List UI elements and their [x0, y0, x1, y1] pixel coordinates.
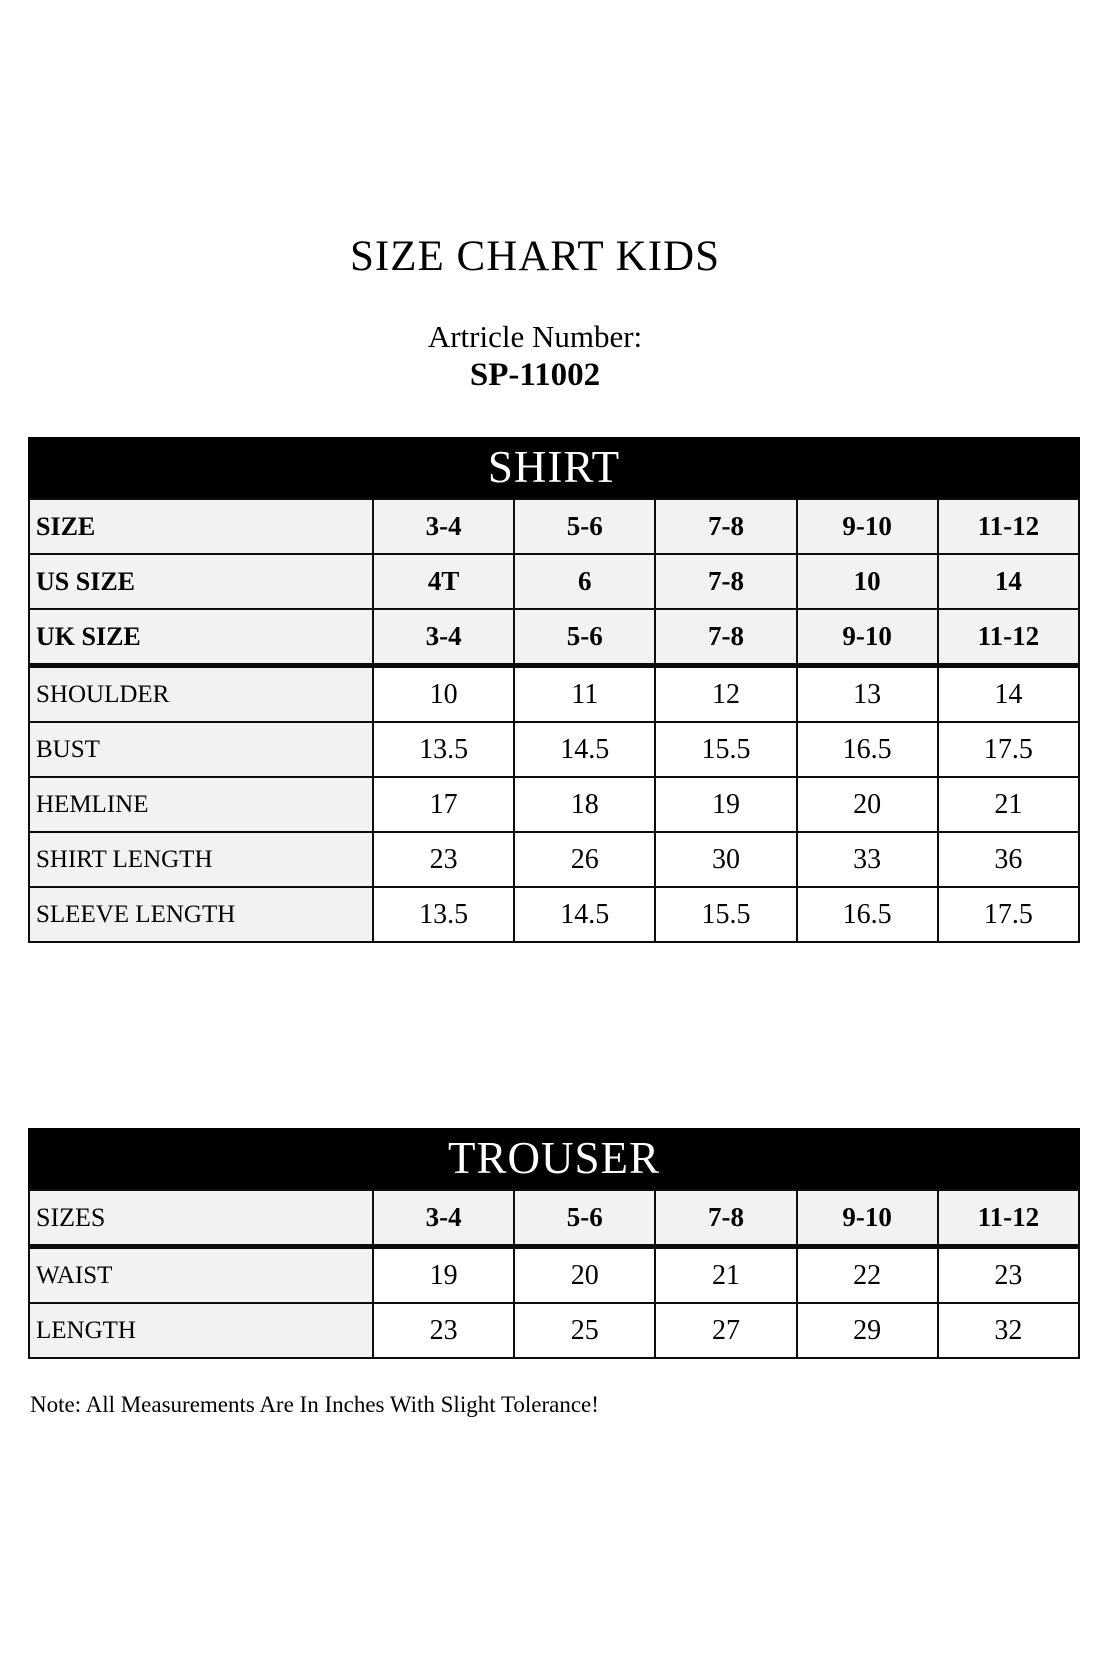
table-row: [29, 777, 1079, 832]
trouser-size-table: [28, 1189, 1080, 1359]
size-value-cell: 33: [797, 832, 938, 887]
table-row: [29, 887, 1079, 942]
size-value-cell: 21: [655, 1247, 796, 1304]
size-value-cell: 11-12: [938, 609, 1079, 666]
shirt-size-section: [28, 437, 1080, 943]
size-value-cell: 23: [373, 832, 514, 887]
size-value-cell: 18: [514, 777, 655, 832]
size-value-cell: 17: [373, 777, 514, 832]
size-value-cell: 3-4: [373, 1190, 514, 1247]
size-value-cell: 3-4: [373, 499, 514, 554]
article-number-value: SP-11002: [469, 357, 601, 393]
size-value-cell: 20: [514, 1247, 655, 1304]
size-value-cell: 6: [514, 554, 655, 609]
size-value-cell: 16.5: [797, 887, 938, 942]
measurement-note: Note: All Measurements Are In Inches With Slight Tolerance!: [30, 1392, 599, 1417]
trouser-size-section: [28, 1128, 1080, 1359]
size-value-cell: 17.5: [938, 887, 1079, 942]
size-value-cell: 32: [938, 1303, 1079, 1358]
size-value-cell: 19: [655, 777, 796, 832]
row-label-cell: SIZE: [29, 499, 373, 554]
size-value-cell: 11-12: [938, 1190, 1079, 1247]
row-label-cell: SHIRT LENGTH: [29, 832, 373, 887]
page-title: SIZE CHART KIDS: [350, 233, 720, 280]
size-value-cell: 3-4: [373, 609, 514, 666]
size-value-cell: 14.5: [514, 887, 655, 942]
size-value-cell: 25: [514, 1303, 655, 1358]
row-label-cell: US SIZE: [29, 554, 373, 609]
table-row: [29, 609, 1079, 666]
size-value-cell: 9-10: [797, 499, 938, 554]
row-label-cell: SLEEVE LENGTH: [29, 887, 373, 942]
row-label-cell: UK SIZE: [29, 609, 373, 666]
size-value-cell: 19: [373, 1247, 514, 1304]
size-value-cell: 27: [655, 1303, 796, 1358]
size-value-cell: 22: [797, 1247, 938, 1304]
size-value-cell: 7-8: [655, 554, 796, 609]
size-value-cell: 5-6: [514, 1190, 655, 1247]
size-value-cell: 17.5: [938, 722, 1079, 777]
row-label-cell: BUST: [29, 722, 373, 777]
size-value-cell: 10: [797, 554, 938, 609]
size-value-cell: 14.5: [514, 722, 655, 777]
size-value-cell: 5-6: [514, 609, 655, 666]
size-value-cell: 13.5: [373, 722, 514, 777]
table-row: [29, 832, 1079, 887]
row-label-cell: LENGTH: [29, 1303, 373, 1358]
table-row: [29, 722, 1079, 777]
size-value-cell: 9-10: [797, 1190, 938, 1247]
table-row: [29, 499, 1079, 554]
row-label-cell: WAIST: [29, 1247, 373, 1304]
size-value-cell: 13: [797, 666, 938, 723]
size-value-cell: 23: [373, 1303, 514, 1358]
article-number-label: Artricle Number:: [427, 319, 643, 354]
table-row: [29, 554, 1079, 609]
size-value-cell: 29: [797, 1303, 938, 1358]
table-row: [29, 1247, 1079, 1304]
size-value-cell: 36: [938, 832, 1079, 887]
row-label-cell: HEMLINE: [29, 777, 373, 832]
size-value-cell: 26: [514, 832, 655, 887]
table-row: [29, 666, 1079, 723]
size-value-cell: 13.5: [373, 887, 514, 942]
size-value-cell: 12: [655, 666, 796, 723]
size-value-cell: 20: [797, 777, 938, 832]
size-value-cell: 14: [938, 554, 1079, 609]
size-value-cell: 15.5: [655, 722, 796, 777]
size-value-cell: 5-6: [514, 499, 655, 554]
size-value-cell: 9-10: [797, 609, 938, 666]
size-value-cell: 15.5: [655, 887, 796, 942]
trouser-table-banner: TROUSER: [28, 1128, 1080, 1189]
shirt-table-banner: SHIRT: [28, 437, 1080, 498]
size-value-cell: 7-8: [655, 499, 796, 554]
size-value-cell: 21: [938, 777, 1079, 832]
shirt-size-table: [28, 498, 1080, 943]
size-value-cell: 7-8: [655, 1190, 796, 1247]
table-row: [29, 1190, 1079, 1247]
size-value-cell: 30: [655, 832, 796, 887]
row-label-cell: SHOULDER: [29, 666, 373, 723]
size-value-cell: 23: [938, 1247, 1079, 1304]
size-value-cell: 14: [938, 666, 1079, 723]
size-value-cell: 16.5: [797, 722, 938, 777]
size-value-cell: 11: [514, 666, 655, 723]
size-value-cell: 10: [373, 666, 514, 723]
size-value-cell: 11-12: [938, 499, 1079, 554]
table-row: [29, 1303, 1079, 1358]
size-value-cell: 7-8: [655, 609, 796, 666]
size-value-cell: 4T: [373, 554, 514, 609]
row-label-cell: SIZES: [29, 1190, 373, 1247]
